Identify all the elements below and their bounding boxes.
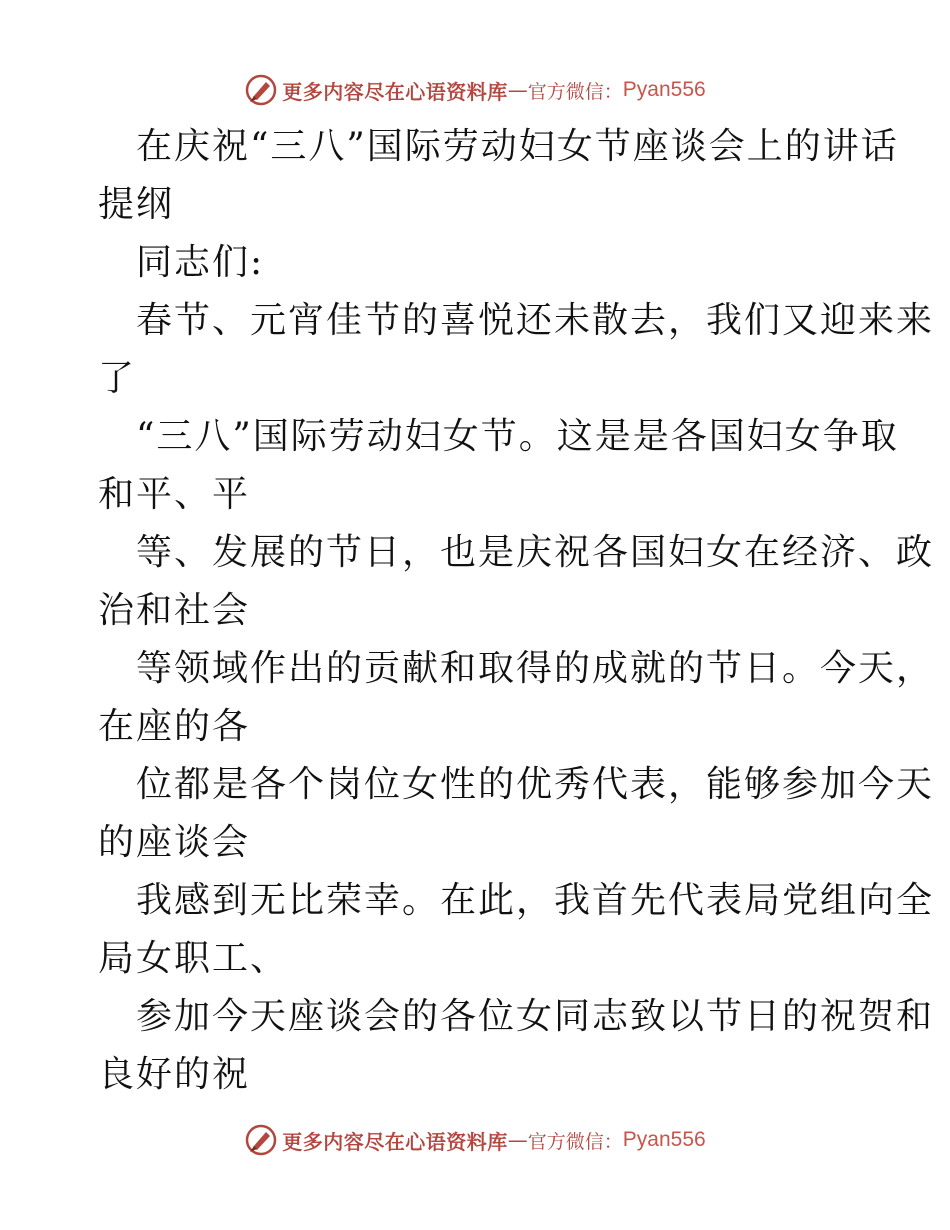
footer-dash: — [507, 1128, 528, 1152]
salutation: 同志们: [136, 242, 265, 283]
pen-nib-logo-icon [244, 1123, 278, 1157]
paragraph-line: 春节、元宵佳节的喜悦还未散去，我们又迎来来 [136, 300, 935, 341]
footer-wechat-label: 官方微信： [527, 1130, 623, 1153]
paragraph-line: 良好的祝 [98, 1054, 251, 1095]
header-dash: — [507, 78, 528, 102]
paragraph-line: 位都是各个岗位女性的优秀代表，能够参加今天 [136, 764, 935, 805]
title-line-cont: 提纲 [98, 184, 175, 225]
paragraph-line: 治和社会 [98, 590, 251, 631]
paragraph-line: “三八”国际劳动妇女节。这是是各国妇女争取 [136, 416, 899, 457]
paragraph-line: 参加今天座谈会的各位女同志致以节日的祝贺和 [136, 996, 935, 1037]
document-body [98, 118, 935, 1104]
paragraph-line: 等、发展的节日，也是庆祝各国妇女在经济、政 [136, 532, 935, 573]
paragraph-line: 了 [98, 358, 137, 399]
paragraph-line: 局女职工、 [98, 938, 289, 979]
header-wechat-id: Pyan556 [622, 78, 706, 101]
header-site-name: 更多内容尽在心语资料库 [282, 79, 508, 104]
title-line: 在庆祝“三八”国际劳动妇女节座谈会上的讲话 [136, 126, 899, 167]
footer-wechat-id: Pyan556 [622, 1128, 706, 1151]
header-wechat-label: 官方微信： [527, 80, 623, 103]
paragraph-line: 的座谈会 [98, 822, 251, 863]
paragraph-line: 等领域作出的贡献和取得的成就的节日。今天， [136, 648, 935, 689]
paragraph-line: 和平、平 [98, 474, 251, 515]
footer-site-name: 更多内容尽在心语资料库 [282, 1129, 508, 1154]
pen-nib-logo-icon [244, 73, 278, 107]
paragraph-line: 在座的各 [98, 706, 251, 747]
paragraph-line: 我感到无比荣幸。在此，我首先代表局党组向全 [136, 880, 935, 921]
footer-banner [0, 1120, 950, 1160]
header-banner [0, 70, 950, 110]
